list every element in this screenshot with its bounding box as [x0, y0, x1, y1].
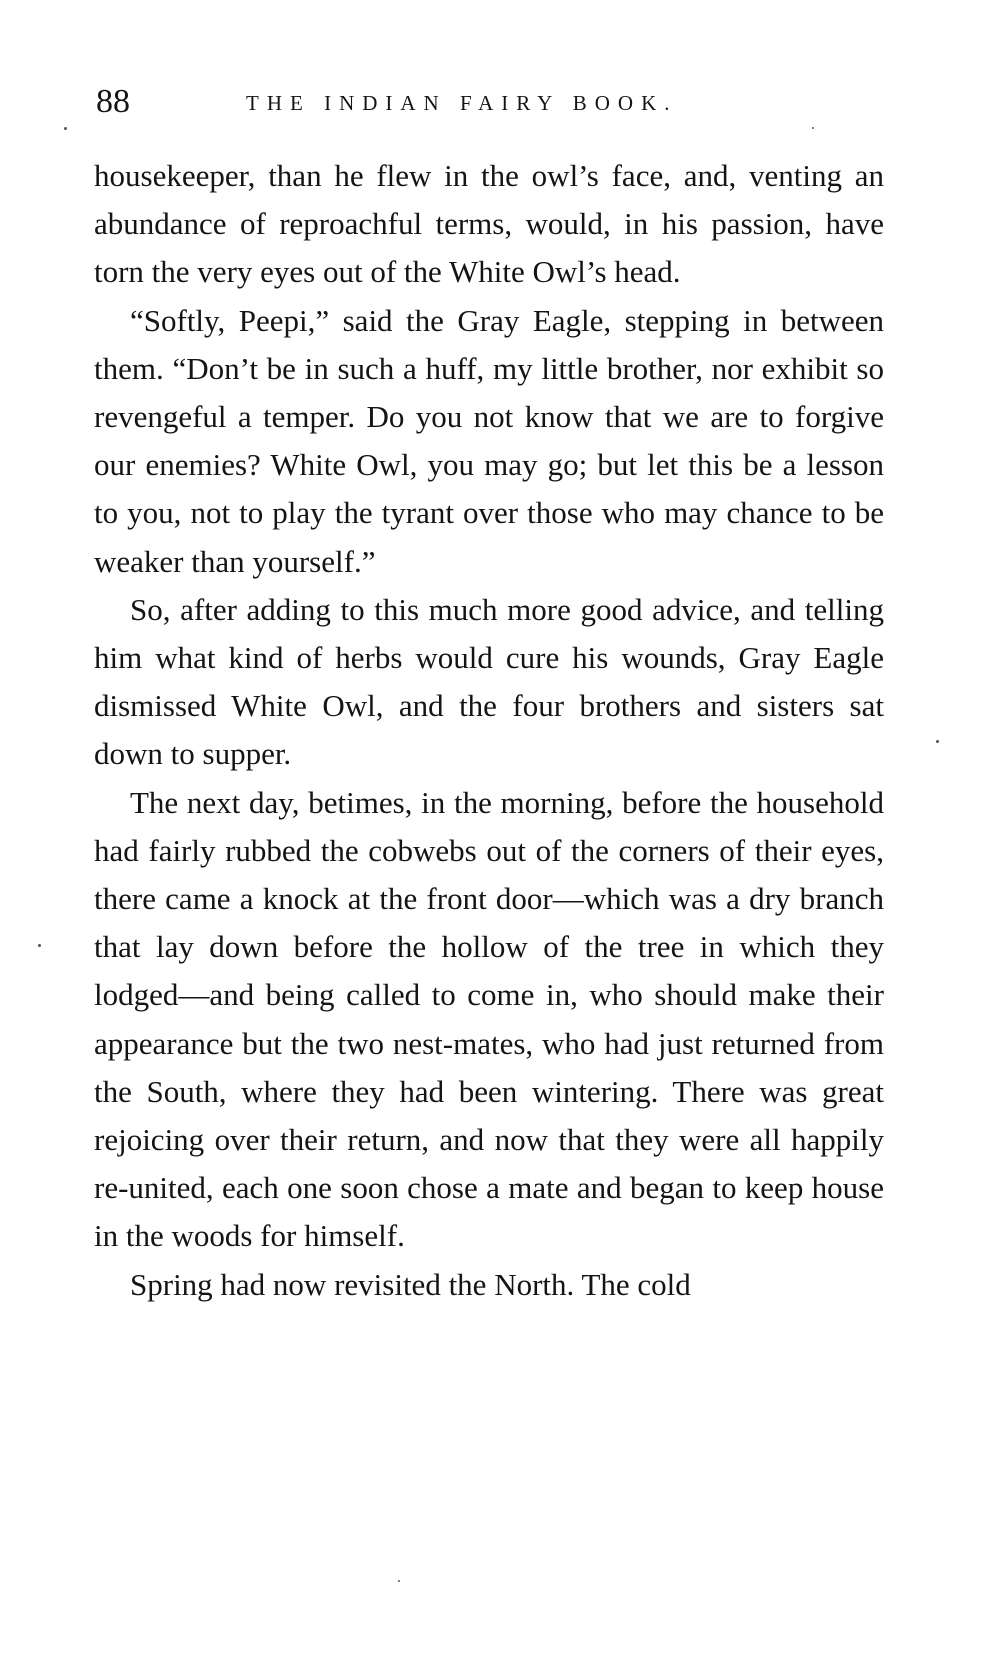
paragraph-continued: housekeeper, than he flew in the owl’s face, and, venting an abundance of reproachful terms, would, in his passion, have torn the very eyes out of the White Owl’s head. — [94, 158, 884, 290]
running-title: THE INDIAN FAIRY BOOK. — [246, 91, 678, 115]
print-speck — [64, 127, 67, 130]
page-number: 88 — [96, 83, 130, 120]
print-speck — [936, 740, 939, 743]
page-header — [96, 82, 886, 132]
print-speck — [38, 944, 41, 947]
print-speck — [812, 127, 814, 129]
paragraph-spring: Spring had now revisited the North. The cold — [130, 1266, 691, 1302]
paragraph-gray-eagle-speech: “Softly, Peepi,” said the Gray Eagle, stepping in between them. “Don’t be in such a huff, my little brother, nor exhibit so revengeful a temper. Do you not know that we are to forgive our enemies? White Owl, you may go; but let this be a lesson to you, not to play the tyrant over those who may chance to be weaker than yourself.” — [94, 302, 884, 579]
paragraph-next-day: The next day, betimes, in the morning, before the household had fairly rubbed the cobwebs out of the corners of their eyes, there came a knock at the front door—which was a dry branch that lay down before the hollow of the tree in which they lodged—and being called to come in, who should make their appearance but the two nest-mates, who had just returned from the South, where they had been wintering. There was great rejoicing over their return, and now that they were all happily re-united, each one soon chose a mate and began to keep house in the woods for himself. — [94, 784, 884, 1254]
paragraph-dismissal: So, after adding to this much more good advice, and telling him what kind of herbs would cure his wounds, Gray Eagle dismissed White Owl, and the four brothers and sisters sat down to supper. — [94, 591, 884, 772]
print-speck — [398, 1580, 400, 1582]
body-text — [94, 152, 884, 1309]
